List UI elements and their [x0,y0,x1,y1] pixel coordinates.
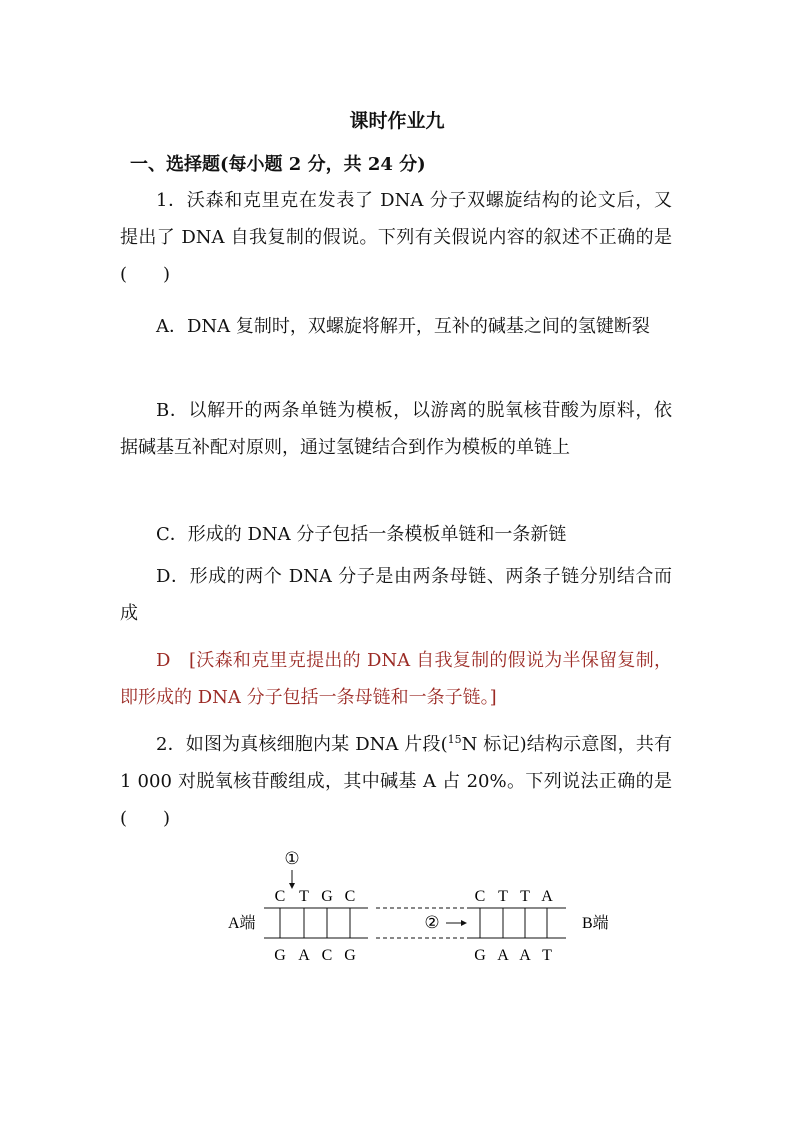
base-bottom-right-1: G [474,947,486,964]
base-top-right-4: A [541,888,553,905]
base-top-right-3: T [520,888,530,905]
marker-1-arrow-head [289,883,295,889]
base-bottom-right-3: A [519,947,531,964]
question-1-option-b: B．以解开的两条单链为模板，以游离的脱氧核苷酸为原料，依据碱基互补配对原则，通过氢键结合到作为模板的单链上 [120,400,672,458]
base-bottom-left-2: A [298,947,310,964]
base-bottom-right-2: A [497,947,509,964]
page-title: 课时作业九 [349,110,445,132]
question-2-stem-part2: N 标记)结构示意图，共有 1 000 对脱氧核苷酸组成，其中碱基 A 占 20%。下列说法正确的是( ) [120,734,672,829]
base-top-left-2: T [299,888,309,905]
isotope-superscript: 15 [447,733,462,746]
question-1-option-d: D．形成的两个 DNA 分子是由两条母链、两条子链分别结合而成 [120,566,672,624]
question-1-answer: D [沃森和克里克提出的 DNA 自我复制的假说为半保留复制，即形成的 DNA 分子包括一条母链和一条子链。] [120,650,672,708]
end-label-a: A端 [228,915,256,932]
question-1-option-a: A．DNA 复制时，双螺旋将解开，互补的碱基之间的氢键断裂 [156,316,650,337]
section-heading: 一、选择题(每小题 2 分，共 24 分) [130,154,426,175]
marker-2: ② [424,913,440,932]
base-bottom-left-4: G [344,947,356,964]
base-top-left-1: C [274,888,286,905]
base-top-left-3: G [321,888,333,905]
base-top-left-4: C [344,888,356,905]
marker-2-arrow-head [461,920,467,926]
base-top-right-2: T [498,888,508,905]
dna-structure-diagram [220,842,620,972]
base-top-right-1: C [474,888,486,905]
base-bottom-left-3: C [321,947,333,964]
question-1-stem: 1．沃森和克里克在发表了 DNA 分子双螺旋结构的论文后，又提出了 DNA 自我复制的假说。下列有关假说内容的叙述不正确的是( ) [120,190,672,285]
question-2-stem-part1: 2．如图为真核细胞内某 DNA 片段( [156,734,448,755]
question-1-option-c: C．形成的 DNA 分子包括一条模板单链和一条新链 [156,524,567,545]
question-2-stem [120,726,672,837]
base-bottom-right-4: T [542,947,552,964]
marker-1: ① [284,849,300,868]
base-bottom-left-1: G [274,947,286,964]
end-label-b: B端 [582,915,609,932]
